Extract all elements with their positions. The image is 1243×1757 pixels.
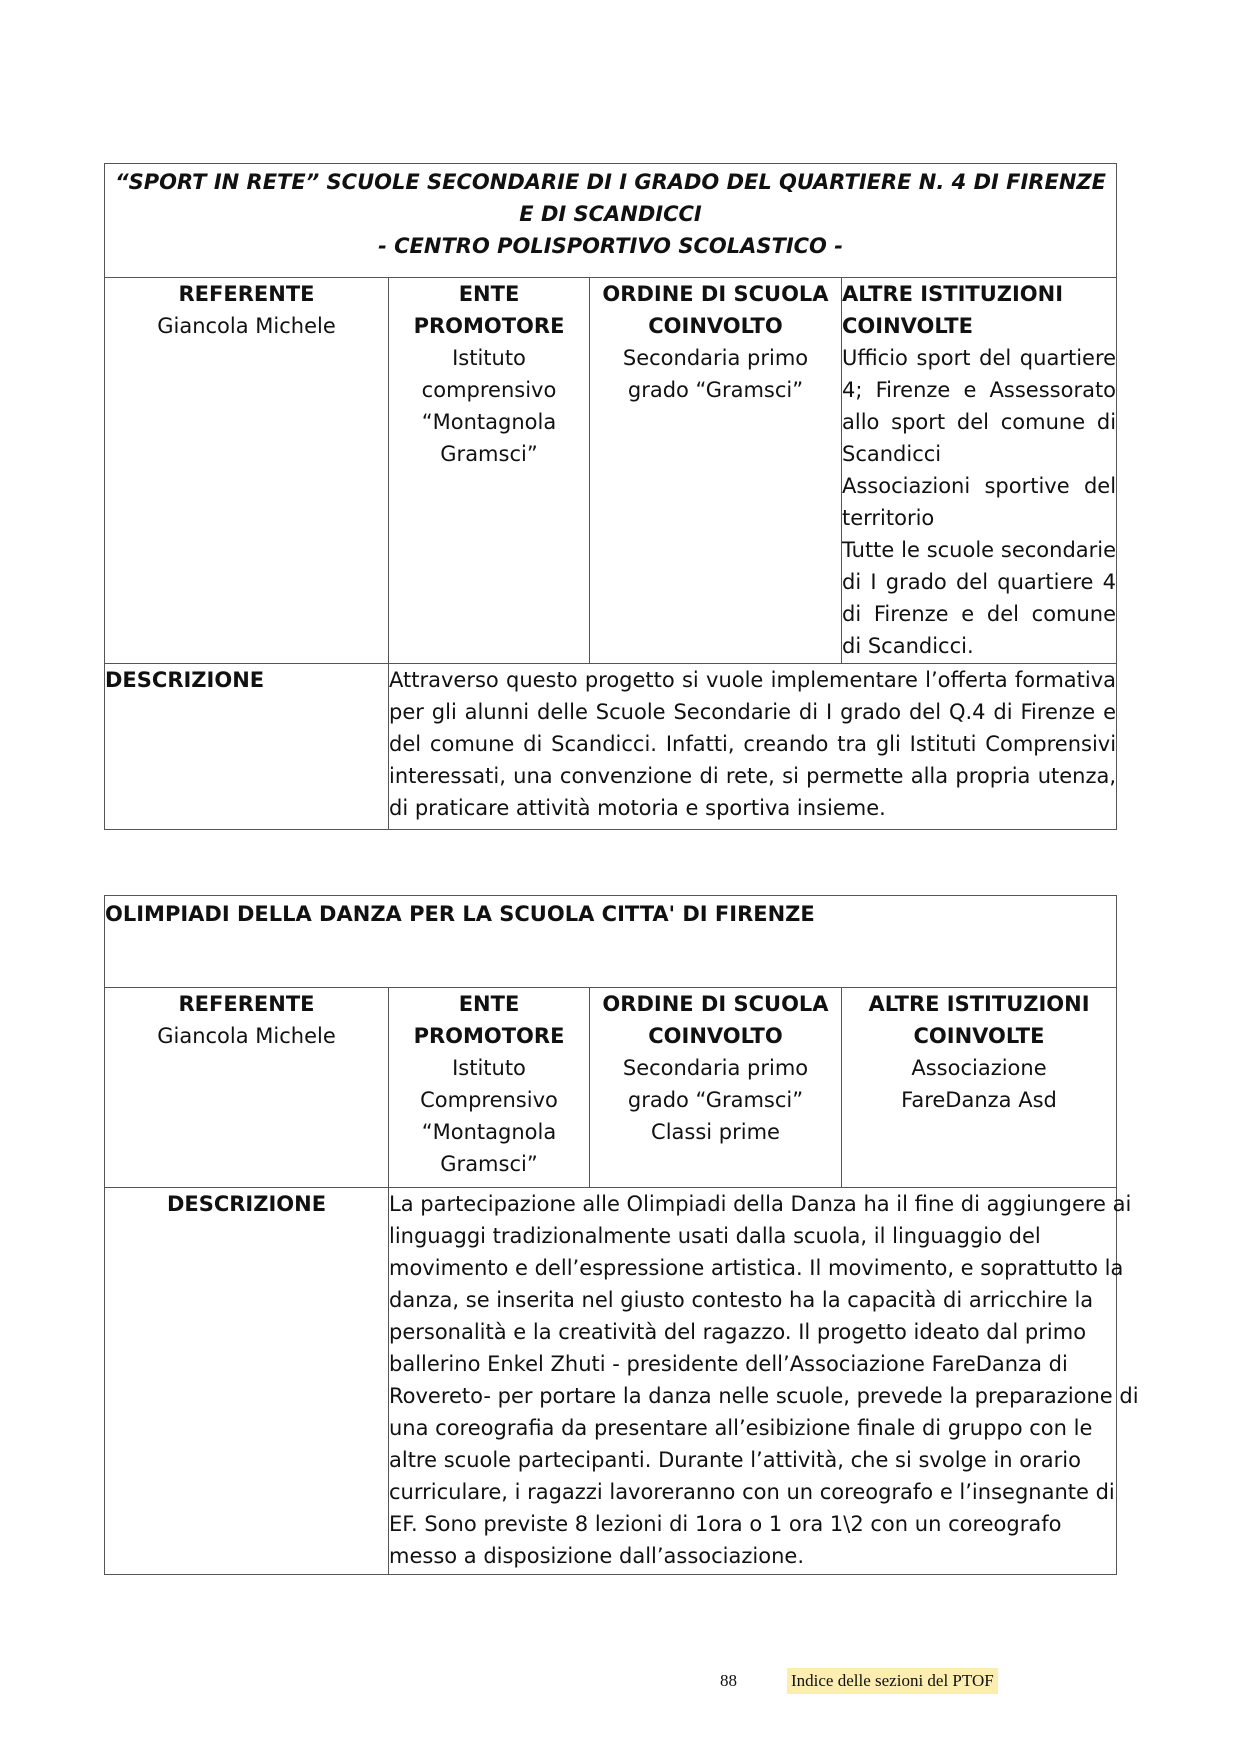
ente-promotore-cell — [389, 988, 590, 1188]
page-number: 88 — [720, 1671, 737, 1690]
descrizione-line: ballerino Enkel Zhuti - presidente dell’Associazione FareDanza di — [389, 1352, 1068, 1376]
ordine-scuola-value-1: Secondaria primo grado “Gramsci” — [622, 1056, 809, 1112]
altre-istituzioni-header: ALTRE ISTITUZIONI COINVOLTE — [842, 282, 1064, 338]
descrizione-line: EF. Sono previste 8 lezioni di 1ora o 1 ora 1\2 con un coreografo — [389, 1512, 1062, 1536]
descrizione-line: La partecipazione alle Olimpiadi della Danza ha il fine di aggiungere ai — [389, 1192, 1132, 1216]
ente-promotore-cell — [389, 278, 590, 664]
descrizione-label: DESCRIZIONE — [105, 1188, 389, 1575]
descrizione-text — [389, 1188, 1139, 1575]
altre-istituzioni-value-3: Tutte le scuole secondarie di I grado del quartiere 4 di Firenze e del comune di Scandicci. — [842, 538, 1117, 658]
descrizione-label: DESCRIZIONE — [105, 664, 389, 830]
ordine-scuola-header: ORDINE DI SCUOLA COINVOLTO — [602, 992, 829, 1048]
referente-cell — [105, 278, 389, 664]
altre-istituzioni-value-1: Ufficio sport del quartiere 4; Firenze e Assessorato allo sport del comune di Scandicci — [842, 346, 1117, 466]
ente-promotore-value: Istituto comprensivo “Montagnola Gramsci” — [421, 346, 557, 466]
referente-cell — [105, 988, 389, 1188]
descrizione-line: personalità e la creatività del ragazzo. Il progetto ideato dal primo — [389, 1320, 1087, 1344]
altre-istituzioni-cell — [842, 278, 1117, 664]
project-title-line-2: E DI SCANDICCI — [519, 202, 702, 226]
descrizione-line: altre scuole partecipanti. Durante l’attività, che si svolge in orario — [389, 1448, 1081, 1472]
index-link[interactable]: Indice delle sezioni del PTOF — [787, 1668, 998, 1694]
ente-promotore-header: ENTE PROMOTORE — [413, 992, 565, 1048]
project-table-sport-in-rete — [104, 163, 1117, 830]
descrizione-line: Rovereto- per portare la danza nelle scuole, prevede la preparazione di — [389, 1384, 1139, 1408]
project-title: OLIMPIADI DELLA DANZA PER LA SCUOLA CITTA' DI FIRENZE — [105, 896, 1117, 988]
descrizione-line: messo a disposizione dall’associazione. — [389, 1544, 804, 1568]
referente-header: REFERENTE — [178, 282, 315, 306]
altre-istituzioni-value: Associazione FareDanza Asd — [901, 1056, 1057, 1112]
descrizione-text: Attraverso questo progetto si vuole implementare l’offerta formativa per gli alunni delle Scuole Secondarie di I grado del Q.4 di Firenze e del comune di Scandicci. Infatti, creando tra gli Istituti Comprensivi interessati, una convenzione di rete, si permette alla propria utenza, di praticare attività motoria e sportiva insieme. — [389, 664, 1117, 830]
descrizione-line: linguaggi tradizionalmente usati dalla scuola, il linguaggio del — [389, 1224, 1041, 1248]
project-title-line-1: “SPORT IN RETE” SCUOLE SECONDARIE DI I GRADO DEL QUARTIERE N. 4 DI FIRENZE — [115, 170, 1106, 194]
ente-promotore-header: ENTE PROMOTORE — [413, 282, 565, 338]
referente-value: Giancola Michele — [157, 314, 336, 338]
referente-header: REFERENTE — [178, 992, 315, 1016]
ordine-scuola-value-2: Classi prime — [651, 1120, 780, 1144]
project-title — [105, 164, 1117, 278]
altre-istituzioni-cell — [842, 988, 1117, 1188]
ordine-scuola-cell — [590, 278, 842, 664]
project-table-olimpiadi-danza — [104, 895, 1139, 1575]
ente-promotore-value: Istituto Comprensivo “Montagnola Gramsci” — [420, 1056, 558, 1176]
ordine-scuola-header: ORDINE DI SCUOLA COINVOLTO — [602, 282, 829, 338]
altre-istituzioni-header: ALTRE ISTITUZIONI COINVOLTE — [868, 992, 1090, 1048]
descrizione-line: una coreografia da presentare all’esibizione finale di gruppo con le — [389, 1416, 1093, 1440]
descrizione-line: curriculare, i ragazzi lavoreranno con un coreografo e l’insegnante di — [389, 1480, 1115, 1504]
descrizione-line: movimento e dell’espressione artistica. Il movimento, e soprattutto la — [389, 1256, 1124, 1280]
ordine-scuola-value: Secondaria primo grado “Gramsci” — [622, 346, 809, 402]
altre-istituzioni-value-2: Associazioni sportive del territorio — [842, 474, 1117, 530]
page-footer — [0, 1668, 1243, 1694]
descrizione-line: danza, se inserita nel giusto contesto ha la capacità di arricchire la — [389, 1288, 1094, 1312]
referente-value: Giancola Michele — [157, 1024, 336, 1048]
project-title-line-3: - CENTRO POLISPORTIVO SCOLASTICO - — [378, 234, 843, 258]
ordine-scuola-cell — [590, 988, 842, 1188]
